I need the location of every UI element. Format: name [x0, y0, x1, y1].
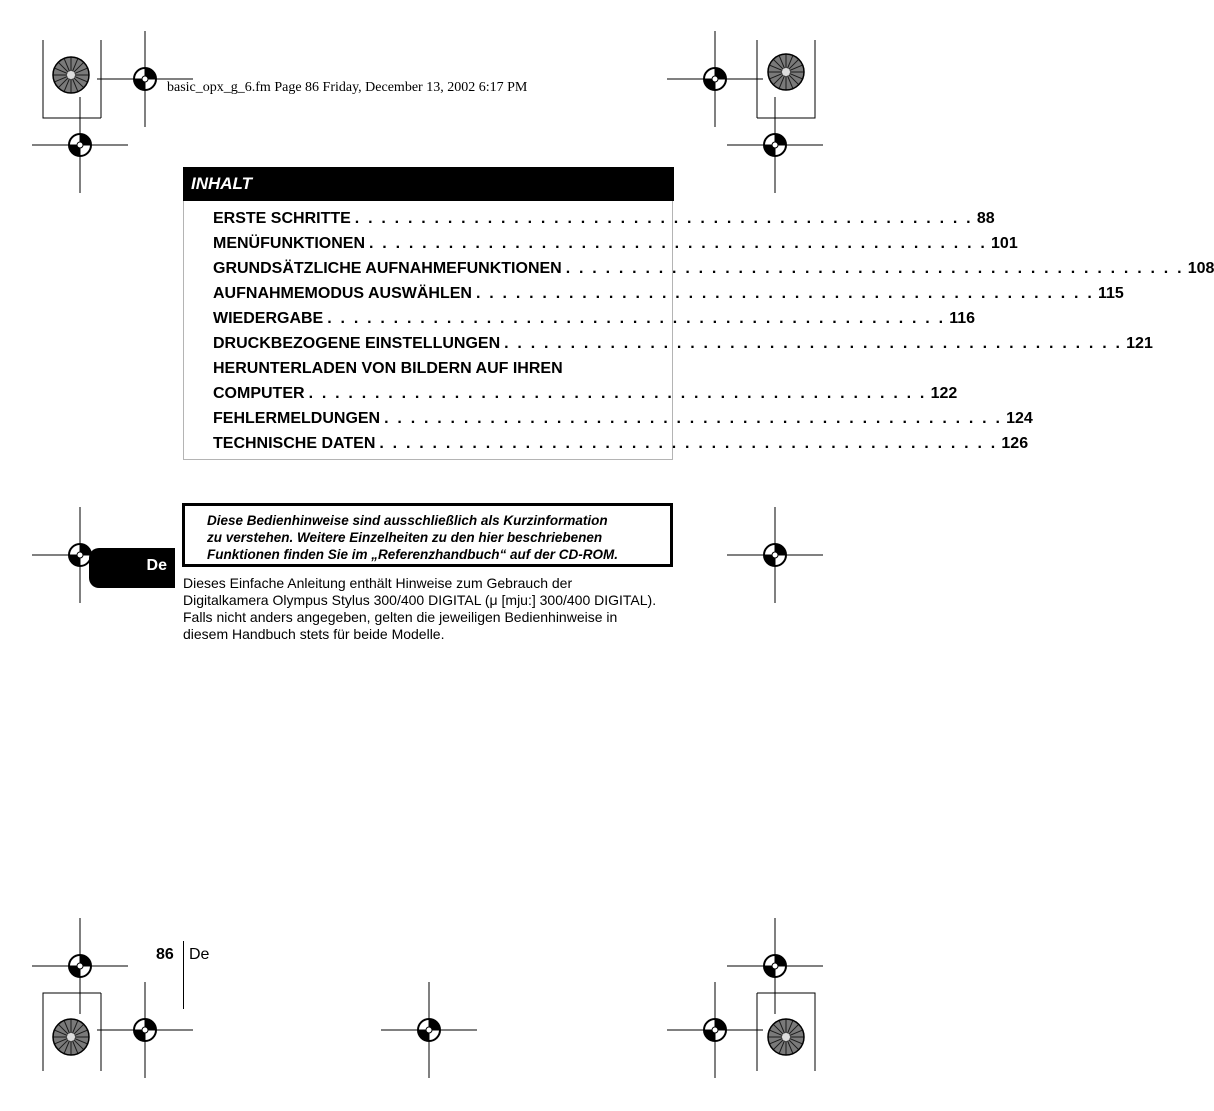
toc-entry-page: 88 — [976, 210, 995, 227]
toc-leader-dots: . . . . . . . . . . . . . . . . . . . . . . . . . . . . . . . . . . . . . . . . . . . . . . . — [565, 260, 1184, 277]
toc-entry — [213, 306, 976, 331]
toc-entry-label: HERUNTERLADEN VON BILDERN AUF IHREN — [213, 360, 563, 377]
toc-entry-label: AUFNAHMEMODUS AUSWÄHLEN — [213, 285, 472, 302]
page-number: 86 — [156, 946, 174, 963]
toc-entry — [213, 206, 995, 231]
toc-entry-page: 122 — [930, 385, 958, 402]
notice-line: Diese Bedienhinweise sind ausschließlich als Kurzinformation — [207, 513, 608, 528]
language-tab-label: De — [146, 557, 167, 574]
notice-text — [207, 512, 662, 563]
toc-leader-dots: . . . . . . . . . . . . . . . . . . . . . . . . . . . . . . . . . . . . . . . . . . . . . . . — [475, 285, 1094, 302]
toc-leader-dots: . . . . . . . . . . . . . . . . . . . . . . . . . . . . . . . . . . . . . . . . . . . . . . . — [354, 210, 973, 227]
toc-leader-dots: . . . . . . . . . . . . . . . . . . . . . . . . . . . . . . . . . . . . . . . . . . . . . . . — [369, 235, 988, 252]
toc-leader-dots: . . . . . . . . . . . . . . . . . . . . . . . . . . . . . . . . . . . . . . . . . . . . . . . — [384, 410, 1003, 427]
toc-entry — [213, 281, 1124, 306]
toc-title-bar — [183, 167, 674, 201]
toc-list — [213, 206, 1214, 456]
footer-divider — [183, 941, 184, 1009]
toc-leader-dots: . . . . . . . . . . . . . . . . . . . . . . . . . . . . . . . . . . . . . . . . . . . . . . . — [504, 335, 1123, 352]
notice-line: zu verstehen. Weitere Einzelheiten zu den hier beschriebenen — [207, 530, 603, 545]
toc-entry-page: 108 — [1187, 260, 1214, 277]
paragraph-line: Digitalkamera Olympus Stylus 300/400 DIGITAL (μ [mju:] 300/400 DIGITAL). — [183, 592, 657, 608]
toc-leader-dots: . . . . . . . . . . . . . . . . . . . . . . . . . . . . . . . . . . . . . . . . . . . . . . . — [308, 385, 927, 402]
notice-box — [182, 503, 673, 567]
toc-entry-label: DRUCKBEZOGENE EINSTELLUNGEN — [213, 335, 501, 352]
paragraph-line: diesem Handbuch stets für beide Modelle. — [183, 626, 445, 642]
toc-entry — [213, 231, 1018, 256]
toc-leader-dots: . . . . . . . . . . . . . . . . . . . . . . . . . . . . . . . . . . . . . . . . . . . . . . . — [379, 435, 998, 452]
toc-entry — [213, 381, 958, 406]
toc-entry-label: TECHNISCHE DATEN — [213, 435, 376, 452]
toc-entry-page: 124 — [1006, 410, 1033, 427]
intro-paragraph — [183, 575, 683, 643]
paragraph-line: Falls nicht anders angegeben, gelten die jeweiligen Bedienhinweise in — [183, 609, 618, 625]
toc-entry-page: 121 — [1126, 335, 1153, 352]
toc-entry — [213, 331, 1153, 356]
toc-entry-page: 115 — [1097, 285, 1124, 302]
toc-entry-page: 126 — [1001, 435, 1029, 452]
toc-entry-label: MENÜFUNKTIONEN — [213, 235, 365, 252]
toc-entry-label: WIEDERGABE — [213, 310, 324, 327]
toc-entry-label: ERSTE SCHRITTE — [213, 210, 351, 227]
toc-entry-label: FEHLERMELDUNGEN — [213, 410, 381, 427]
toc-entry-page: 101 — [991, 235, 1018, 252]
paragraph-line: Dieses Einfache Anleitung enthält Hinweise zum Gebrauch der — [183, 575, 573, 591]
file-info-header: basic_opx_g_6.fm Page 86 Friday, December 13, 2002 6:17 PM — [167, 80, 528, 95]
toc-entry — [213, 356, 650, 381]
toc-entry — [213, 406, 1033, 431]
toc-leader-dots: . . . . . . . . . . . . . . . . . . . . . . . . . . . . . . . . . . . . . . . . . . . . . . . — [327, 310, 946, 327]
toc-entry-page: 116 — [949, 310, 976, 327]
toc-entry-label: GRUNDSÄTZLICHE AUFNAHMEFUNKTIONEN — [213, 260, 562, 277]
footer-language: De — [189, 946, 210, 963]
toc-entry-label: COMPUTER — [213, 385, 305, 402]
language-tab — [89, 548, 175, 588]
toc-entry — [213, 431, 1029, 456]
toc-entry — [213, 256, 1214, 281]
toc-title: INHALT — [191, 174, 253, 193]
notice-line: Funktionen finden Sie im „Referenzhandbuch“ auf der CD-ROM. — [207, 547, 619, 562]
